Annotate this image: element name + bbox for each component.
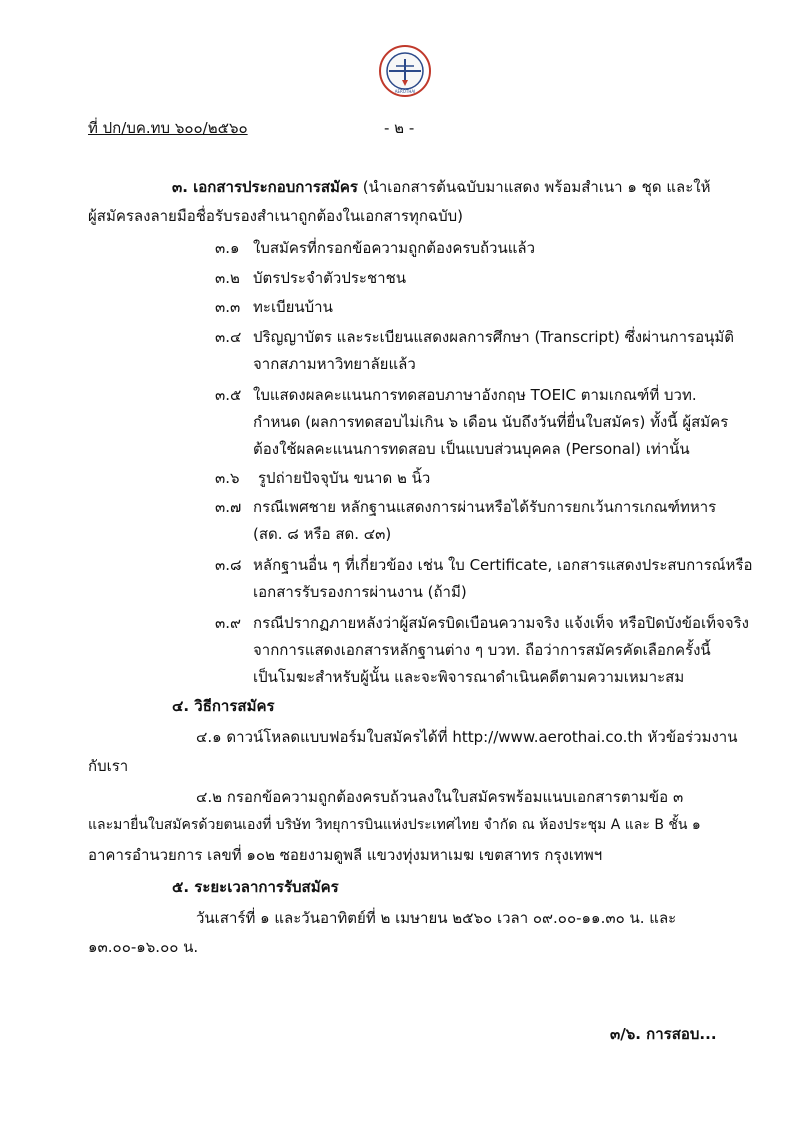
item-text: รูปถ่ายปัจจุบัน ขนาด ๒ นิ้ว [258,469,431,487]
section4-p1-line1: ๔.๑ ดาวน์โหลดแบบฟอร์มใบสมัครได้ที่ http://www.aerothai.co.th หัวข้อร่วมงาน [196,728,738,746]
section5-line2: ๑๓.๐๐-๑๖.๐๐ น. [88,938,199,956]
section4-p2-line1: ๔.๒ กรอกข้อความถูกต้องครบถ้วนลงในใบสมัครพร้อมแนบเอกสารตามข้อ ๓ [196,788,684,806]
item-number: ๓.๕ [215,386,242,404]
section5-line1: วันเสาร์ที่ ๑ และวันอาทิตย์ที่ ๒ เมษายน ๒๕๖๐ เวลา ๐๙.๐๐-๑๑.๓๐ น. และ [196,909,677,927]
item-text: ต้องใช้ผลคะแนนการทดสอบ เป็นแบบส่วนบุคคล (Personal) เท่านั้น [253,440,690,458]
section4-p2-line3: อาคารอำนวยการ เลขที่ ๑๐๒ ซอยงามดูพลี แขวงทุ่งมหาเมฆ เขตสาทร กรุงเทพฯ [88,846,603,864]
section3-heading-row [172,175,710,199]
item-number: ๓.๗ [215,498,242,516]
item-text: ปริญญาบัตร และระเบียนแสดงผลการศึกษา (Transcript) ซึ่งผ่านการอนุมัติ [253,328,735,346]
item-number: ๓.๒ [215,269,240,287]
svg-text:AEROTHAI: AEROTHAI [394,89,416,94]
document-number: ที่ ปก/บค.ทบ ๖๐๐/๒๕๖๐ [88,119,248,137]
item-text: กรณีปรากฏภายหลังว่าผู้สมัครบิดเบือนความจริง แจ้งเท็จ หรือปิดบังข้อเท็จจริง [253,614,750,632]
item-number: ๓.๑ [215,239,240,257]
item-text: บัตรประจำตัวประชาชน [253,269,407,287]
item-text: ใบสมัครที่กรอกข้อความถูกต้องครบถ้วนแล้ว [253,239,536,257]
item-text: ทะเบียนบ้าน [253,298,333,316]
item-number: ๓.๘ [215,556,242,574]
section4-p2-line2: และมายื่นใบสมัครด้วยตนเองที่ บริษัท วิทยุการบินแห่งประเทศไทย จำกัด ณ ห้องประชุม A และ B ชั้น ๑ [88,817,701,833]
section3-heading-note-2: ผู้สมัครลงลายมือชื่อรับรองสำเนาถูกต้องในเอกสารทุกฉบับ) [88,207,464,225]
item-text: (สด. ๘ หรือ สด. ๔๓) [253,525,392,543]
section5-heading: ๕. ระยะเวลาการรับสมัคร [172,878,339,896]
item-text: ใบแสดงผลคะแนนการทดสอบภาษาอังกฤษ TOEIC ตามเกณฑ์ที่ บวท. [253,386,697,404]
section3-heading-note: (นำเอกสารต้นฉบับมาแสดง พร้อมสำเนา ๑ ชุด และให้ [362,178,711,196]
item-number: ๓.๔ [215,328,242,346]
item-text: กำหนด (ผลการทดสอบไม่เกิน ๖ เดือน นับถึงวันที่ยื่นใบสมัคร) ทั้งนี้ ผู้สมัคร [253,413,729,431]
continuation-note: ๓/๖. การสอบ... [610,1025,717,1043]
item-text: กรณีเพศชาย หลักฐานแสดงการผ่านหรือได้รับการยกเว้นการเกณฑ์ทหาร [253,498,717,516]
section4-heading: ๔. วิธีการสมัคร [172,697,275,715]
item-text: หลักฐานอื่น ๆ ที่เกี่ยวข้อง เช่น ใบ Certificate, เอกสารแสดงประสบการณ์หรือ [253,556,753,574]
item-number: ๓.๙ [215,614,242,632]
item-text: จากสภามหาวิทยาลัยแล้ว [253,355,416,373]
item-text: จากการแสดงเอกสารหลักฐานต่าง ๆ บวท. ถือว่าการสมัครคัดเลือกครั้งนี้ [253,641,711,659]
item-text: เอกสารรับรองการผ่านงาน (ถ้ามี) [253,583,467,601]
item-text: เป็นโมฆะสำหรับผู้นั้น และจะพิจารณาดำเนินคดีตามความเหมาะสม [253,668,685,686]
item-number: ๓.๖ [215,469,240,487]
item-number: ๓.๓ [215,298,241,316]
page-number: - ๒ - [384,119,415,137]
aerothai-seal-logo [378,44,432,98]
section3-heading: ๓. เอกสารประกอบการสมัคร [172,178,358,196]
section4-p1-line2: กับเรา [88,757,129,775]
